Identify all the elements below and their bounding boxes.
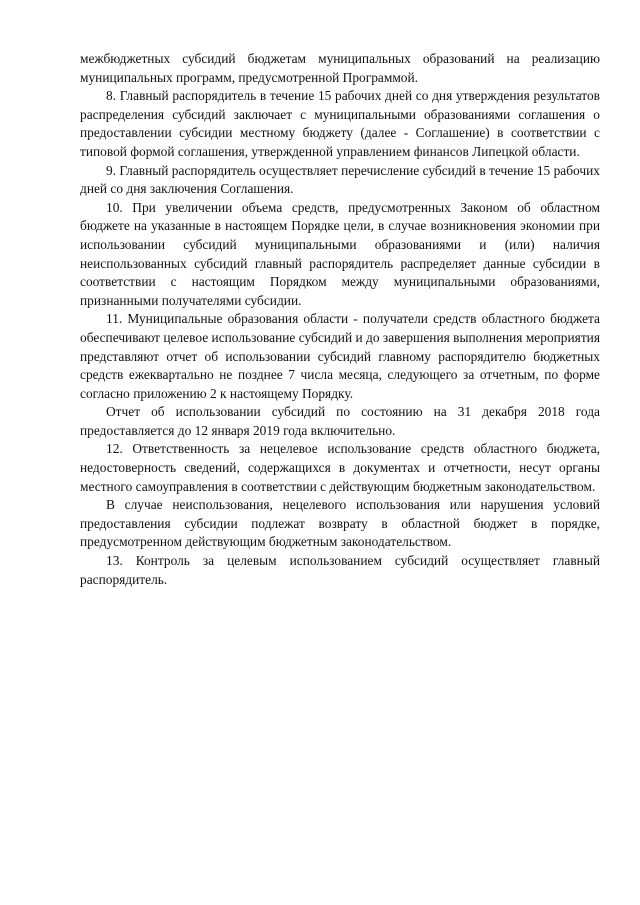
paragraph-item-10: 10. При увеличении объема средств, предусмотренных Законом об областном бюджете на указанные в настоящем Порядке цели, в случае возникновения экономии при использовании субсидий муниципальными образованиями и (или) наличия неиспользованных субсидий главный распорядитель распределяет данные субсидии в соответствии с настоящим Порядком между муниципальными образованиями, признанными получателями субсидии.	[80, 199, 600, 308]
document-page	[80, 50, 600, 589]
paragraph-item-9: 9. Главный распорядитель осуществляет перечисление субсидий в течение 15 рабочих дней со дня заключения Соглашения.	[80, 162, 600, 197]
paragraph-item-12: 12. Ответственность за нецелевое использование средств областного бюджета, недостоверность сведений, содержащихся в документах и отчетности, несут органы местного самоуправления в соответствии с действующим бюджетным законодательством.	[80, 441, 600, 494]
paragraph-continuation: межбюджетных субсидий бюджетам муниципальных образований на реализацию муниципальных программ, предусмотренной Программой.	[80, 51, 600, 85]
paragraph-item-11: 11. Муниципальные образования области - получатели средств областного бюджета обеспечивают целевое использование субсидий и до завершения выполнения мероприятия представляют отчет об использовании субсидий главному распорядителю бюджетных средств ежеквартально не позднее 7 числа месяца, следующего за отчетным, по форме согласно приложению 2 к настоящему Порядку.	[80, 311, 600, 401]
paragraph-item-13: 13. Контроль за целевым использованием субсидий осуществляет главный распорядитель.	[80, 553, 600, 587]
paragraph-refund-clause: В случае неиспользования, нецелевого использования или нарушения условий предоставления субсидии подлежат возврату в областной бюджет в порядке, предусмотренном действующим бюджетным законодательством.	[80, 497, 600, 550]
paragraph-report-deadline: Отчет об использовании субсидий по состоянию на 31 декабря 2018 года предоставляется до 12 января 2019 года включительно.	[80, 404, 600, 438]
paragraph-item-8: 8. Главный распорядитель в течение 15 рабочих дней со дня утверждения результатов распределения субсидий заключает с муниципальными образованиями соглашения о предоставлении субсидии местному бюджету (далее - Соглашение) в соответствии с типовой формой соглашения, утвержденной управлением финансов Липецкой области.	[80, 88, 600, 159]
